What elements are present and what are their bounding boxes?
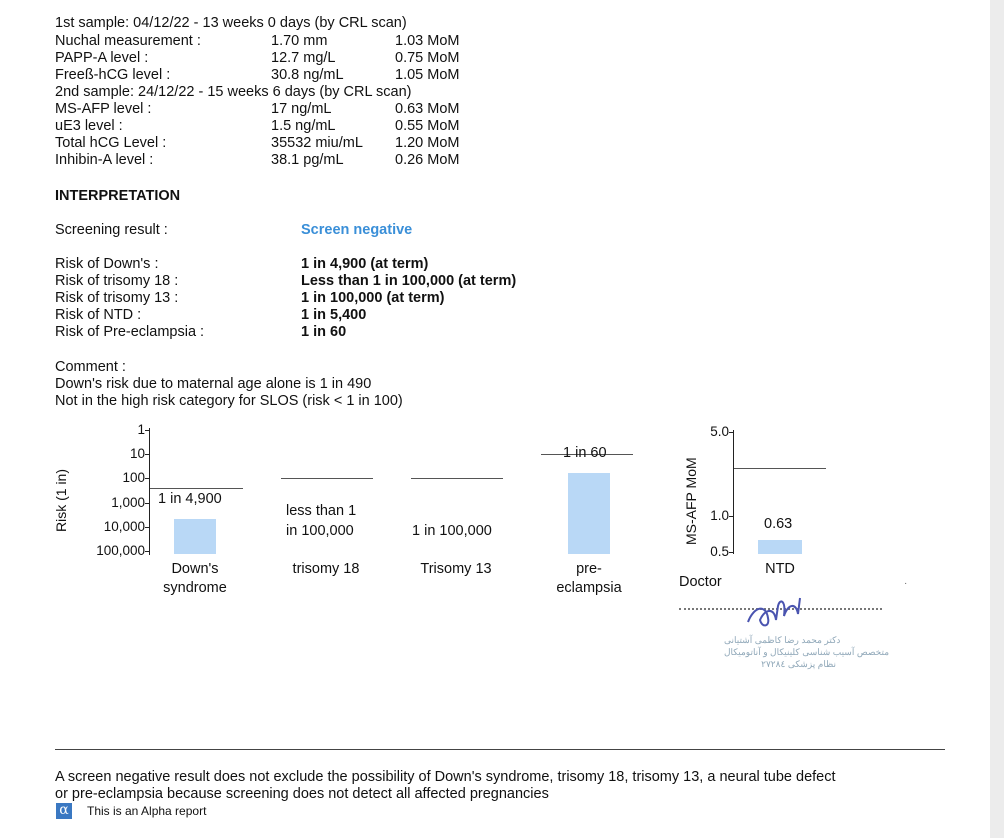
first-row-mom: 0.75 MoM <box>395 50 460 66</box>
interpretation-heading: INTERPRETATION <box>55 188 181 204</box>
first-row-value: 30.8 ng/mL <box>271 67 344 83</box>
comment-label: Comment : <box>55 359 126 375</box>
risk-y-tick-label: 10 <box>129 446 145 462</box>
risk-category-label: Trisomy 13 <box>420 561 492 577</box>
second-row-value: 17 ng/mL <box>271 101 332 117</box>
risk-value: 1 in 100,000 (at term) <box>301 290 445 306</box>
risk-label: Risk of Down's : <box>55 256 159 272</box>
afp-axis-title: MS-AFP MoM <box>683 457 699 545</box>
stamp-line: دکتر محمد رضا کاظمی آشتیانی <box>724 635 841 645</box>
alpha-report-text: This is an Alpha report <box>87 804 207 818</box>
risk-y-tick <box>145 454 150 455</box>
second-row-value: 35532 miu/mL <box>271 135 363 151</box>
second-row-mom: 0.26 MoM <box>395 152 460 168</box>
risk-value: 1 in 4,900 (at term) <box>301 256 429 272</box>
alpha-logo-icon: α <box>56 803 72 819</box>
screening-label: Screening result : <box>55 222 168 238</box>
risk-value: 1 in 60 <box>301 324 347 340</box>
risk-label: Risk of NTD : <box>55 307 142 323</box>
risk-bar-label: 1 in 60 <box>563 445 607 462</box>
afp-y-tick-label: 5.0 <box>710 424 729 439</box>
risk-cutoff-line <box>411 478 503 479</box>
risk-cutoff-line <box>281 478 373 479</box>
risk-y-axis <box>149 428 150 555</box>
risk-axis-title: Risk (1 in) <box>53 468 69 532</box>
afp-y-tick-label: 0.5 <box>710 544 729 559</box>
first-sample-header: 1st sample: 04/12/22 - 13 weeks 0 days (by CRL scan) <box>55 15 407 31</box>
disclaimer-line: or pre-eclampsia because screening does not detect all affected pregnancies <box>55 786 549 802</box>
risk-bar-label: less than 1 <box>286 503 357 519</box>
risk-category-label: eclampsia <box>556 580 622 596</box>
risk-category-label: syndrome <box>163 580 227 596</box>
afp-category-label: NTD <box>765 561 795 577</box>
stamp-line: متخصص آسیب شناسی کلینیکال و آناتومیکال <box>724 647 890 657</box>
risk-value: Less than 1 in 100,000 (at term) <box>301 273 517 289</box>
afp-bar <box>758 540 802 554</box>
risk-y-tick-label: 100,000 <box>96 543 145 558</box>
second-sample-header: 2nd sample: 24/12/22 - 15 weeks 6 days (by CRL scan) <box>55 84 412 100</box>
risk-cutoff-line <box>150 488 243 489</box>
comment-line: Down's risk due to maternal age alone is 1 in 490 <box>55 376 372 392</box>
first-row-label: Freeß-hCG level : <box>55 67 171 83</box>
risk-category-label: pre- <box>576 561 602 577</box>
risk-bar <box>568 473 610 554</box>
risk-label: Risk of trisomy 18 : <box>55 273 179 289</box>
risk-y-tick-label: 10,000 <box>103 518 145 534</box>
first-row-mom: 1.05 MoM <box>395 67 460 83</box>
first-row-label: Nuchal measurement : <box>55 33 201 49</box>
second-row-mom: 0.63 MoM <box>395 101 460 117</box>
afp-y-tick <box>729 552 734 553</box>
second-row-label: Inhibin-A level : <box>55 152 154 168</box>
risk-bar-label: 1 in 4,900 <box>158 491 222 508</box>
second-row-label: uE3 level : <box>55 118 123 134</box>
second-row-mom: 1.20 MoM <box>395 135 460 151</box>
second-row-label: Total hCG Level : <box>55 135 167 151</box>
risk-value: 1 in 5,400 <box>301 307 367 323</box>
first-row-value: 12.7 mg/L <box>271 50 336 66</box>
risk-y-tick-label: 1 <box>137 422 145 437</box>
dot-mark: · <box>904 578 908 589</box>
screening-value: Screen negative <box>301 222 413 238</box>
risk-y-tick <box>145 503 150 504</box>
risk-y-tick-label: 1,000 <box>111 494 145 510</box>
second-row-value: 1.5 ng/mL <box>271 118 336 134</box>
afp-bar-label: 0.63 <box>764 515 793 532</box>
afp-y-tick-label: 1.0 <box>710 507 729 523</box>
risk-y-tick <box>145 551 150 552</box>
risk-bar-label: 1 in 100,000 <box>412 523 492 539</box>
second-row-label: MS-AFP level : <box>55 101 152 117</box>
risk-label: Risk of trisomy 13 : <box>55 290 179 306</box>
risk-y-tick <box>145 478 150 479</box>
second-row-mom: 0.55 MoM <box>395 118 460 134</box>
risk-bar-label: in 100,000 <box>286 523 354 539</box>
risk-category-label: Down's <box>171 561 219 577</box>
risk-label: Risk of Pre-eclampsia : <box>55 324 205 340</box>
afp-cutoff-line <box>734 468 826 469</box>
first-row-mom: 1.03 MoM <box>395 33 460 49</box>
doctor-label: Doctor <box>679 574 722 590</box>
afp-y-axis <box>733 430 734 554</box>
first-row-label: PAPP-A level : <box>55 50 149 66</box>
page-edge <box>990 0 1004 838</box>
signature-image <box>740 592 830 637</box>
risk-y-tick-label: 100 <box>122 470 145 486</box>
footer-divider <box>55 749 945 750</box>
risk-y-tick <box>145 527 150 528</box>
afp-y-tick <box>729 516 734 517</box>
first-row-value: 1.70 mm <box>271 33 328 49</box>
stamp-line: نظام پزشکی ۲۷۲۸٤ <box>761 659 836 669</box>
risk-y-tick <box>145 430 150 431</box>
second-row-value: 38.1 pg/mL <box>271 152 344 168</box>
comment-line: Not in the high risk category for SLOS (risk < 1 in 100) <box>55 393 403 409</box>
disclaimer-line: A screen negative result does not exclude the possibility of Down's syndrome, trisomy 18, trisomy 13, a neural tube defect <box>55 769 836 785</box>
risk-category-label: trisomy 18 <box>292 561 360 577</box>
doctor-stamp <box>724 634 890 670</box>
risk-bar <box>174 519 216 554</box>
afp-y-tick <box>729 432 734 433</box>
